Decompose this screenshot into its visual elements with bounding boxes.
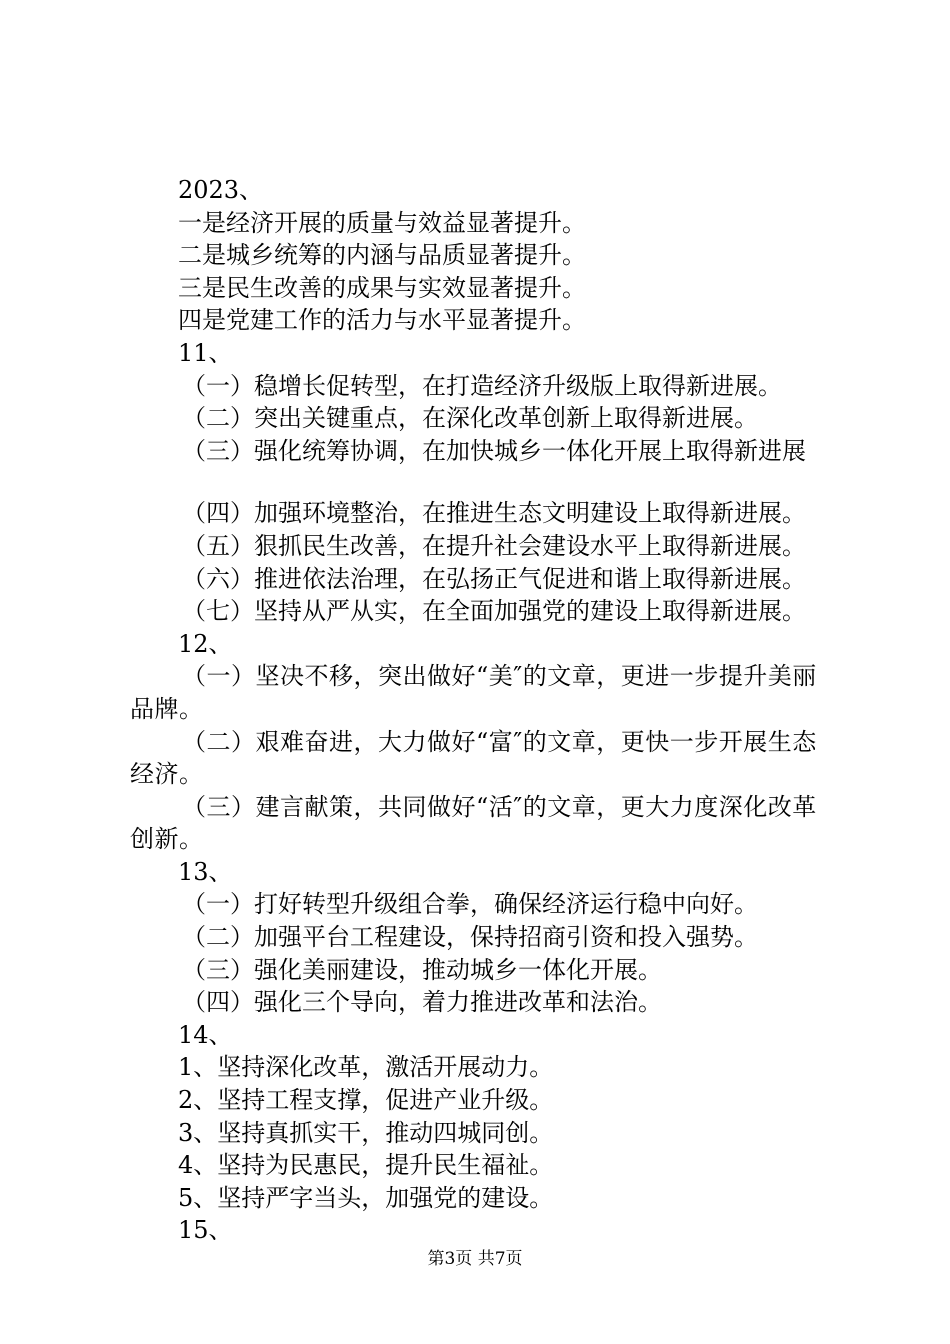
text-line: 三是民生改善的成果与实效显著提升。 (178, 273, 586, 302)
text-line: 2、坚持工程支撑，促进产业升级。 (178, 1086, 554, 1115)
page-footer: 第3页 共7页 (427, 1249, 523, 1269)
text-line: （四）加强环境整治，在推进生态文明建设上取得新进展。 (182, 499, 806, 528)
section-heading-15: 15、 (178, 1216, 233, 1245)
text-line: （一）稳增长促转型，在打造经济升级版上取得新进展。 (182, 371, 782, 400)
blank-line (130, 467, 835, 497)
text-paragraph: （二）艰难奋进，大力做好“富″的文章，更快一步开展生态经济。 (130, 727, 817, 789)
section-heading-2023: 2023、 (178, 176, 264, 204)
section-heading-11: 11、 (178, 338, 233, 367)
text-line: （三）强化统筹协调，在加快城乡一体化开展上取得新进展 (182, 436, 806, 465)
text-line: （五）狠抓民生改善，在提升社会建设水平上取得新进展。 (182, 531, 806, 560)
text-line: （七）坚持从严从实，在全面加强党的建设上取得新进展。 (182, 597, 806, 626)
text-line: 3、坚持真抓实干，推动四城同创。 (178, 1118, 554, 1147)
text-line: （二）加强平台工程建设，保持招商引资和投入强势。 (182, 923, 758, 952)
text-line: 四是党建工作的活力与水平显著提升。 (178, 306, 586, 335)
text-line: （六）推进依法治理，在弘扬正气促进和谐上取得新进展。 (182, 564, 806, 593)
text-line: 1、坚持深化改革，激活开展动力。 (178, 1053, 554, 1082)
text-paragraph: （一）坚决不移，突出做好“美″的文章，更进一步提升美丽品牌。 (130, 662, 817, 723)
document-body (130, 174, 835, 1247)
text-line: （三）强化美丽建设，推动城乡一体化开展。 (182, 955, 662, 984)
text-line: 二是城乡统筹的内涵与品质显著提升。 (178, 241, 586, 270)
section-heading-14: 14、 (178, 1020, 233, 1049)
text-paragraph: （三）建言献策，共同做好“活″的文章，更大力度深化改革创新。 (130, 792, 817, 854)
text-line: （一）打好转型升级组合拳，确保经济运行稳中向好。 (182, 890, 758, 919)
section-heading-13: 13、 (178, 857, 233, 886)
section-heading-12: 12、 (178, 629, 233, 658)
text-line: 4、坚持为民惠民，提升民生福祉。 (178, 1151, 554, 1180)
text-line: （四）强化三个导向，着力推进改革和法治。 (182, 988, 662, 1017)
text-line: 5、坚持严字当头，加强党的建设。 (178, 1183, 554, 1212)
text-line: （二）突出关键重点，在深化改革创新上取得新进展。 (182, 404, 758, 433)
text-line: 一是经济开展的质量与效益显著提升。 (178, 208, 586, 237)
